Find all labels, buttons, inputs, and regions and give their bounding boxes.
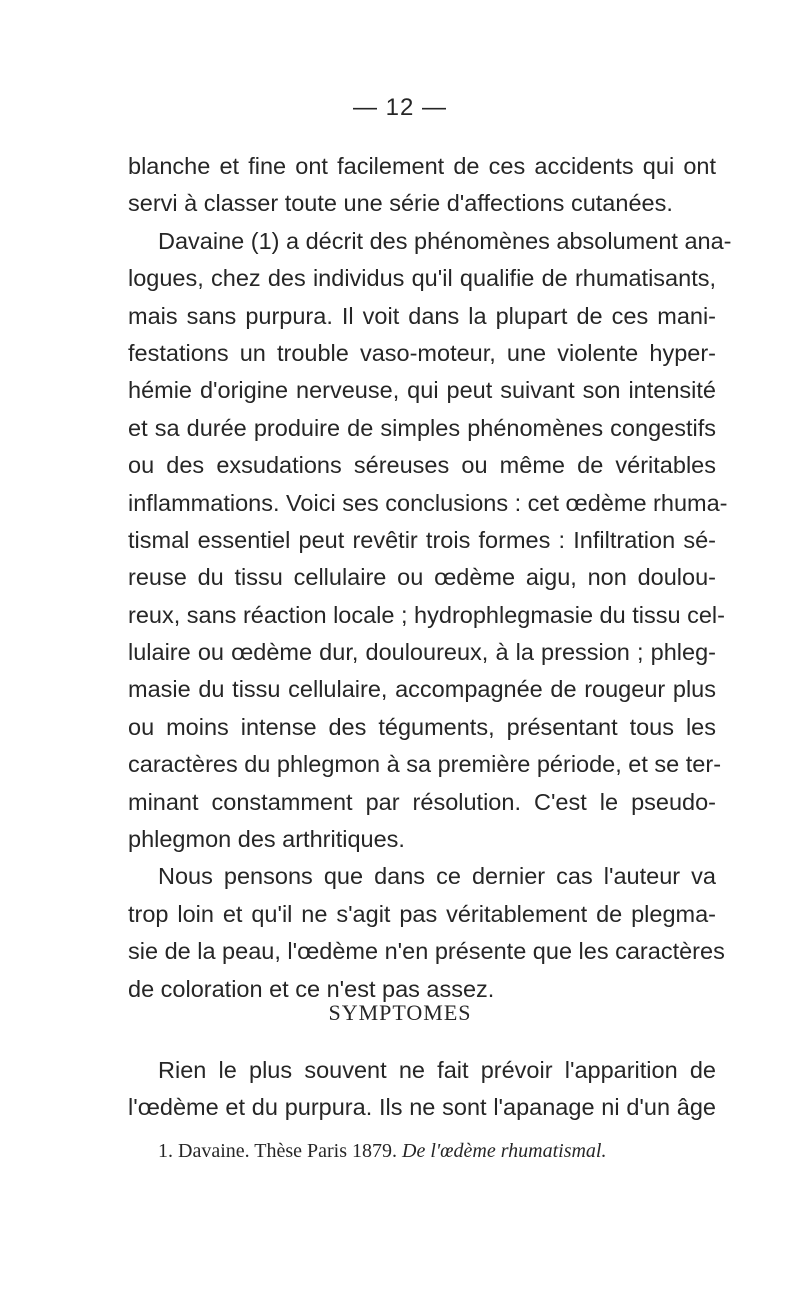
text-line: Rien le plus souvent ne fait prévoir l'apparition de: [158, 1057, 716, 1083]
text-line: Nous pensons que dans ce dernier cas l'auteur va: [158, 863, 716, 890]
text-line: reux, sans réaction locale ; hydrophlegmasie du tissu cel-: [128, 601, 725, 628]
text-line: ou moins intense des téguments, présentant tous les: [128, 713, 716, 740]
text-line: logues, chez des individus qu'il qualifie de rhumatisants,: [128, 265, 716, 292]
text-line: minant constamment par résolution. C'est le pseudo-: [128, 788, 716, 815]
footnote: [158, 1140, 606, 1163]
section-heading: SYMPTOMES: [328, 1000, 472, 1025]
text-line: sie de la peau, l'œdème n'en présente que les caractères: [128, 938, 725, 965]
text-line: de coloration et ce n'est pas assez.: [128, 975, 495, 1002]
text-line: Davaine (1) a décrit des phénomènes absolument ana-: [158, 227, 732, 254]
text-line: festations un trouble vaso-moteur, une violente hyper-: [128, 339, 716, 366]
text-line: caractères du phlegmon à sa première période, et se ter-: [128, 751, 722, 778]
text-line: l'œdème et du purpura. Ils ne sont l'apanage ni d'un âge: [128, 1094, 716, 1121]
text-line: trop loin et qu'il ne s'agit pas véritablement de plegma-: [128, 900, 716, 927]
text-line: hémie d'origine nerveuse, qui peut suivant son intensité: [128, 377, 716, 404]
text-line: masie du tissu cellulaire, accompagnée de rougeur plus: [128, 676, 716, 703]
text-line: et sa durée produire de simples phénomènes congestifs: [128, 414, 716, 441]
main-text: [128, 148, 732, 1008]
text-line: lulaire ou œdème dur, douloureux, à la pression ; phleg-: [128, 639, 716, 666]
text-line: servi à classer toute une série d'affections cutanées.: [128, 190, 673, 217]
text-line: reuse du tissu cellulaire ou œdème aigu, non doulou-: [128, 564, 716, 591]
text-line: tismal essentiel peut revêtir trois formes : Infiltration sé-: [128, 526, 716, 553]
text-line: ou des exsudations séreuses ou même de véritables: [128, 452, 716, 479]
text-line: inflammations. Voici ses conclusions : cet œdème rhuma-: [128, 489, 728, 516]
footnote-text: 1. Davaine. Thèse Paris 1879.: [158, 1140, 403, 1162]
text-line: mais sans purpura. Il voit dans la plupart de ces mani-: [128, 302, 716, 329]
footnote-title: De l'œdème rhumatismal.: [402, 1140, 607, 1162]
section-text: [128, 1052, 716, 1127]
page-number: — 12 —: [352, 94, 448, 121]
text-line: phlegmon des arthritiques.: [128, 826, 405, 853]
text-line: blanche et fine ont facilement de ces accidents qui ont: [128, 153, 716, 179]
